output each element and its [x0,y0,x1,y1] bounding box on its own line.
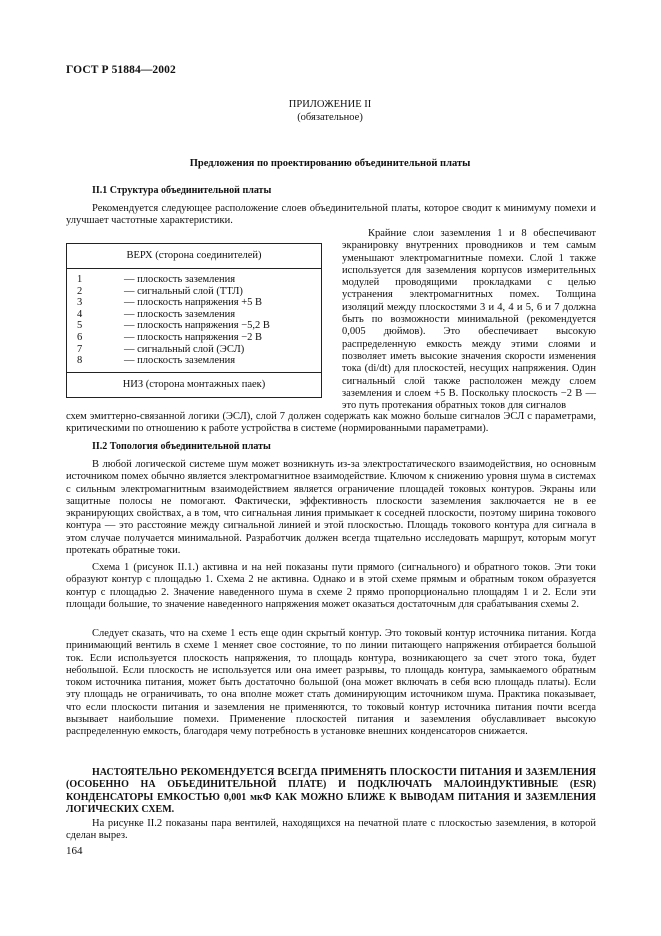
layer-row [67,332,321,344]
layer-row [67,286,321,298]
layer-row [67,320,321,332]
section2-paragraph-2 [66,562,596,611]
layer-number: 5 [77,320,83,332]
section1-heading: II.1 Структура объединительной платы [92,185,272,196]
layer-list [67,269,321,373]
appendix-title: ПРИЛОЖЕНИЕ II [288,99,372,110]
recommendation-caps [66,767,596,816]
section2-paragraph-3-text: Следует сказать, что на схеме 1 есть еще один скрытый контур. Это токовый контур источника питания. Когда принимающий вентиль в схеме 1 меняет свое состояние, то по линии питающего напряжения отбирается большой ток. Если используется плоскость напряжения, то площадь контура, возникающего за счет этого тока, будет небольшой. Если плоскость не используется или она имеет разрывы, то площадь контура, замыкаемого обратным током источника питания, может быть достаточно большой (она может включать в себя всю площадь платы). Если эту площадь не ограничивать, то она вполне может стать доминирующим источником шума. Практика показывает, что если плоскости питания и заземления не применяются, то токовый контур источника питания почти всегда вызывает наибольшие помехи. Применение плоскостей питания и заземления обуславливает высокую распределенную емкость, благодаря чему потребность в установке внешних конденсаторов снижается. [66,628,596,738]
layer-number: 1 [77,274,83,285]
section2-paragraph-2-text: Схема 1 (рисунок II.1.) активна и на ней показаны пути прямого (сигнального) и обратного токов. Эти токи образуют контур с площадью 1. Схема 2 не активна. Однако и в этой схеме прямым и обратным током образуется контур с площадью 2. Значение наведенного шума в схеме 2 прямо пропорционально площадям 1 и 2. Если эти площади большие, то значение наведенного напряжения может оказаться достаточным для срабатывания схемы 2. [66,562,596,610]
layer-table [66,243,322,398]
layer-description-text: Крайние слои заземления 1 и 8 обеспечивают экранировку внутренних проводников и тем самым уменьшают электромагнитные помехи. Слой 1 также используется для заземления корпусов измерительных модулей проводящими прокладками с целью устранения электромагнитных помех. Толщина изоляций между плоскостями 3 и 4, 4 и 5, 6 и 7 должна быть по возможности минимальной (рекомендуется 0,005 дюймов). Это обеспечивает высокую распределенную емкость между этими слоями и позволяет иметь высокие значения скорости изменения тока (di/dt) для плоскостей, несущих напряжения. Один сигнальный слой также расположен между слоем заземления и слоем +5 В. Поскольку плоскость −2 В — это путь протекания обратных токов для сигналов [342,228,596,412]
section2-heading: II.2 Топология объединительной платы [92,441,271,452]
layer-number: 6 [77,331,83,343]
layer-row [67,355,321,367]
page-number: 164 [66,845,83,857]
layer-desc: — плоскость заземления [124,308,236,320]
main-title: Предложения по проектированию объединительной платы [189,158,471,169]
section2-paragraph-1-text: В любой логической системе шум может возникнуть из-за электростатического взаимодействия, но основным источником помех обычно является электромагнитное взаимодействие. Ключом к снижению уровня шума в системах с сильным электромагнитным взаимодействием является ограничение площадей токовых контуров. Экраны или защитные полосы не помогают. Фактически, эффективность плоскости заземления заключается не в ее экранирующих свойствах, а в том, что сигнальная линия примыкает к соседней плоскости, поэтому ширина токового контура — это расстояние между сигнальной линией и этой плоскостью. Площадь токового контура для сигнала в этом случае получается минимальной. Разработчик должен всегда тщательно исследовать маршрут, которым могут протекать обратные токи. [66,459,596,557]
layer-desc: — плоскость напряжения −2 В [124,331,263,343]
layer-number: 4 [77,308,83,320]
layer-row [67,297,321,309]
layer-description-paragraph [342,228,596,412]
layer-table-top: ВЕРХ (сторона соединителей) [67,244,321,269]
layer-row [67,344,321,356]
layer-number: 7 [77,343,83,355]
layer-table-bottom: НИЗ (сторона монтажных паек) [122,378,266,390]
layer-desc: — плоскость напряжения +5 В [124,297,263,309]
layer-description-continuation: схем эмиттерно-связанной логики (ЭСЛ), слой 7 должен содержать как можно больше сигналов ЭСЛ с параметрами, критическими по отношению к работе устройства в системе (нормированными параметрами). [66,411,596,435]
section1-intro [66,203,596,228]
layer-number: 3 [77,297,83,309]
layer-desc: — сигнальный слой (ЭСЛ) [124,343,245,355]
section1-intro-text: Рекомендуется следующее расположение слоев объединительной платы, которое сводит к минимуму помехи и улучшает частотные характеристики. [66,203,596,227]
layer-number: 2 [77,285,83,297]
section2-paragraph-4-text: На рисунке II.2 показаны пара вентилей, находящихся на печатной плате с плоскостью заземления, в которой сделан вырез. [66,818,596,842]
layer-desc: — плоскость напряжения −5,2 В [124,320,270,332]
layer-row [67,309,321,321]
layer-row [67,274,321,286]
section2-paragraph-4 [66,818,596,843]
layer-desc: — сигнальный слой (ТТЛ) [124,285,243,297]
appendix-subtitle: (обязательное) [297,112,363,123]
layer-desc: — плоскость заземления [124,355,236,367]
section2-paragraph-3 [66,628,596,739]
layer-desc: — плоскость заземления [124,274,236,285]
layer-number: 8 [77,355,83,367]
recommendation-caps-text: НАСТОЯТЕЛЬНО РЕКОМЕНДУЕТСЯ ВСЕГДА ПРИМЕНЯТЬ ПЛОСКОСТИ ПИТАНИЯ И ЗАЗЕМЛЕНИЯ (ОСОБЕННО НА ОБЪЕДИНИТЕЛЬНОЙ ПЛАТЕ) И ПОДКЛЮЧАТЬ МАЛОИНДУКТИВНЫЕ (ESR) КОНДЕНСАТОРЫ ЕМКОСТЬЮ 0,001 мкФ КАК МОЖНО БЛИЖЕ К ВЫВОДАМ ПИТАНИЯ И ЗАЗЕМЛЕНИЯ ЛОГИЧЕСКИХ СХЕМ. [66,767,596,815]
document-header: ГОСТ Р 51884—2002 [66,64,176,76]
section2-paragraph-1 [66,459,596,557]
